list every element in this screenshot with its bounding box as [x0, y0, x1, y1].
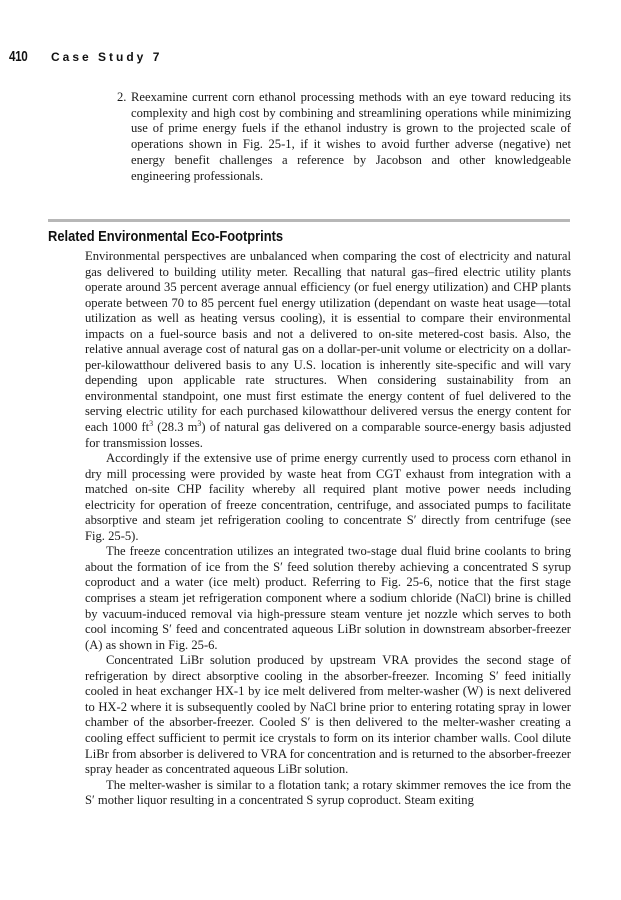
paragraph: The freeze concentration utilizes an integrated two-stage dual fluid brine coolants to bring about the formation of ice from the S′ feed solution thereby achieving a concentrated S syrup coproduct and a water (ice melt) product. Referring to Fig. 25-6, notice that the first stage comprises a steam jet refrigeration component where a sodium chloride (NaCl) brine is chilled by vacuum-induced removal via high-pressure steam venture jet nozzle which serves to both cool incoming S′ feed and concentrated aqueous LiBr solution in downstream absorber-freezer (A) as shown in Fig. 25-6. — [85, 544, 571, 652]
paragraph-text: (28.3 m — [153, 420, 198, 435]
superscript: 3 — [149, 418, 154, 428]
paragraph — [85, 249, 571, 451]
page-number: 410 — [9, 48, 28, 65]
running-head-title: Case Study 7 — [51, 50, 163, 64]
list-item — [117, 90, 571, 184]
section-heading: Related Environmental Eco-Footprints — [48, 228, 284, 245]
paragraph: Concentrated LiBr solution produced by upstream VRA provides the second stage of refrigeration by direct absorptive cooling in the absorber-freezer. Incoming S′ feed initially cooled in heat exchanger HX-1 by ice melt delivered from melter-washer (W) is next delivered to HX-2 where it is subsequently cooled by NaCl brine prior to entering rotating spray in lower chamber of the absorber-freezer. Cooled S′ is then delivered to the melter-washer creating a cooling effect sufficient to permit ice crystals to form on its interior chamber walls. Cool dilute LiBr from absorber is delivered to VRA for concentration and is returned to the absorber-freezer spray header as concentrated aqueous LiBr solution. — [85, 653, 571, 777]
paragraph: The melter-washer is similar to a flotation tank; a rotary skimmer removes the ice from the S′ mother liquor resulting in a concentrated S syrup coproduct. Steam exiting — [85, 777, 571, 808]
paragraph-text: ) of natural gas delivered on a comparable source-energy basis adjusted for transmission losses. — [85, 420, 571, 450]
section-divider — [48, 219, 570, 222]
paragraph: Accordingly if the extensive use of prime energy currently used to process corn ethanol in dry mill processing were provided by waste heat from CGT exhaust from integration with a matched on-site CHP facility whereby all required plant motive power needs including electricity for operation of freeze concentration, centrifuge, and associated pumps to facilitate absorptive and steam jet refrigeration cooling to concentrate S′ directly from centrifuge (see Fig. 25-5). — [85, 451, 571, 543]
paragraph-text: Environmental perspectives are unbalanced when comparing the cost of electricity and natural gas delivered to building utility meter. Recalling that natural gas–fired electric utility plants operate around 35 percent average annual efficiency (or fuel energy utilization) and CHP plants operate between 70 to 85 percent fuel energy utilization (dependant on waste heat usage—total utilization as well as heating versus cooling), it is essential to compare their environmental impacts on a fuel-source basis and not a delivered to on-site metered-cost basis. Also, the relative annual average cost of natural gas on a dollar-per-unit volume or electricity on a dollar-per-kilowatthour delivered basis to any U.S. location is inherently site-specific and will vary depending upon applicable rate structures. When considering sustainability from an environmental standpoint, one must first estimate the energy content of fuel delivered to the serving electric utility for each purchased kilowatthour delivered versus the energy content for each 1000 ft — [85, 249, 571, 435]
list-item-text: Reexamine current corn ethanol processing methods with an eye toward reducing its complexity and high cost by combining and streamlining operations while minimizing use of prime energy fuels if the ethanol industry is grown to the projected scale of operations shown in Fig. 25-1, if it wishes to avoid further adverse (negative) net energy benefit challenges a reference by Jacobson and other knowledgeable engineering professionals. — [131, 90, 571, 183]
section-body — [85, 249, 571, 809]
superscript: 3 — [197, 418, 202, 428]
running-head — [9, 48, 162, 68]
list-item-number: 2. — [117, 90, 127, 104]
numbered-list — [117, 90, 571, 184]
